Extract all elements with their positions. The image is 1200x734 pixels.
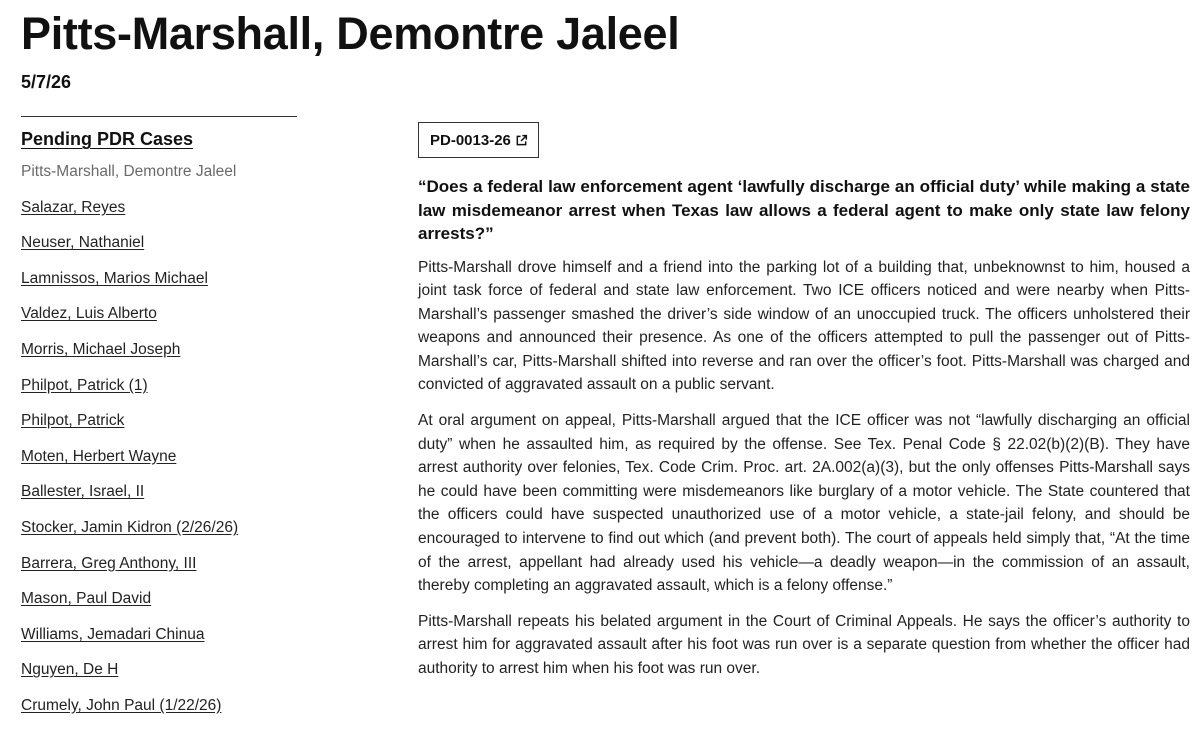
sidebar-item [21,553,297,589]
sidebar-item-link[interactable]: Philpot, Patrick [21,412,125,430]
sidebar-item [21,659,297,695]
sidebar-item-current [21,161,297,197]
sidebar-item-link[interactable]: Salazar, Reyes [21,198,126,216]
sidebar-item-link[interactable]: Ballester, Israel, II [21,483,145,501]
sidebar-item [21,624,297,660]
sidebar-item-label: Pitts-Marshall, Demontre Jaleel [21,163,237,180]
sidebar-item-link[interactable]: Lamnissos, Marios Michael [21,269,208,287]
sidebar-item-link[interactable]: Philpot, Patrick (1) [21,376,148,394]
sidebar-item-link[interactable]: Moten, Herbert Wayne [21,447,177,465]
sidebar-item [21,303,297,339]
sidebar-item [21,339,297,375]
sidebar-item [21,410,297,446]
sidebar-item [21,232,297,268]
sidebar-item [21,695,297,731]
sidebar-item-link[interactable]: Mason, Paul David [21,590,152,608]
page-title: Pitts-Marshall, Demontre Jaleel [21,8,680,59]
sidebar-item-link[interactable]: Neuser, Nathaniel [21,234,145,252]
sidebar-item-link[interactable]: Morris, Michael Joseph [21,340,181,358]
case-list [21,161,297,731]
sidebar-item [21,517,297,553]
case-detail [418,122,1190,693]
sidebar-item-link[interactable]: Barrera, Greg Anthony, III [21,554,197,572]
appeal-paragraph: At oral argument on appeal, Pitts-Marshall argued that the ICE officer was not “lawfully discharging an official duty” when he assaulted him, as required by the offense. See Tex. Penal Code § 22.02(b)(2)(B). They have arrest authority over felonies, Tex. Code Crim. Proc. art. 2A.002(a)(3), but the only offenses Pitts-Marshall says he could have been committing were misdemeanors like burglary of a motor vehicle. The State countered that the officers could have suspected unauthorized use of a motor vehicle, a state-jail felony, and should be encouraged to intervene to find out which (and prevent both). The court of appeals held simply that, “At the time of the arrest, appellant had already used his vehicle—a deadly weapon—in the commission of an assault, thereby completing an aggravated assault, which is a felony offense.” [418,412,1190,595]
sidebar-item [21,268,297,304]
page-date: 5/7/26 [21,72,72,92]
argument-paragraph: Pitts-Marshall repeats his belated argument in the Court of Criminal Appeals. He says the officer’s authority to arrest him for aggravated assault after his foot was run over is a separate question from whether the officer had authority to arrest him when his foot was run over. [418,612,1190,677]
case-number-link[interactable] [418,122,539,158]
issue-question: “Does a federal law enforcement agent ‘lawfully discharge an official duty’ while making a state law misdemeanor arrest when Texas law allows a federal agent to make only state law felony arrests?” [418,177,1190,243]
sidebar-item [21,481,297,517]
sidebar-item-link[interactable]: Stocker, Jamin Kidron (2/26/26) [21,518,239,536]
sidebar-item [21,588,297,624]
sidebar-item-link[interactable]: Nguyen, De H [21,661,119,679]
sidebar-item-link[interactable]: Valdez, Luis Alberto [21,305,157,323]
sidebar-item-link[interactable]: Crumely, John Paul (1/22/26) [21,696,222,714]
sidebar-item [21,446,297,482]
sidebar-item [21,197,297,233]
sidebar-item-link[interactable]: Williams, Jemadari Chinua [21,625,205,643]
case-number: PD-0013-26 [430,131,511,149]
sidebar-heading-link[interactable]: Pending PDR Cases [21,129,194,149]
external-link-icon [515,134,528,147]
sidebar-item [21,375,297,411]
sidebar [21,116,297,731]
facts-paragraph: Pitts-Marshall drove himself and a friend into the parking lot of a building that, unbeknownst to him, housed a joint task force of federal and state law enforcement. Two ICE officers noticed and were nearby when Pitts-Marshall’s passenger smashed the driver’s side window of an unoccupied truck. The officers unholstered their weapons and announced their presence. As one of the officers attempted to pull the passenger out of Pitts-Marshall’s car, Pitts-Marshall shifted into reverse and ran over the officer’s foot. Pitts-Marshall was charged and convicted of aggravated assault on a public servant. [418,258,1190,394]
